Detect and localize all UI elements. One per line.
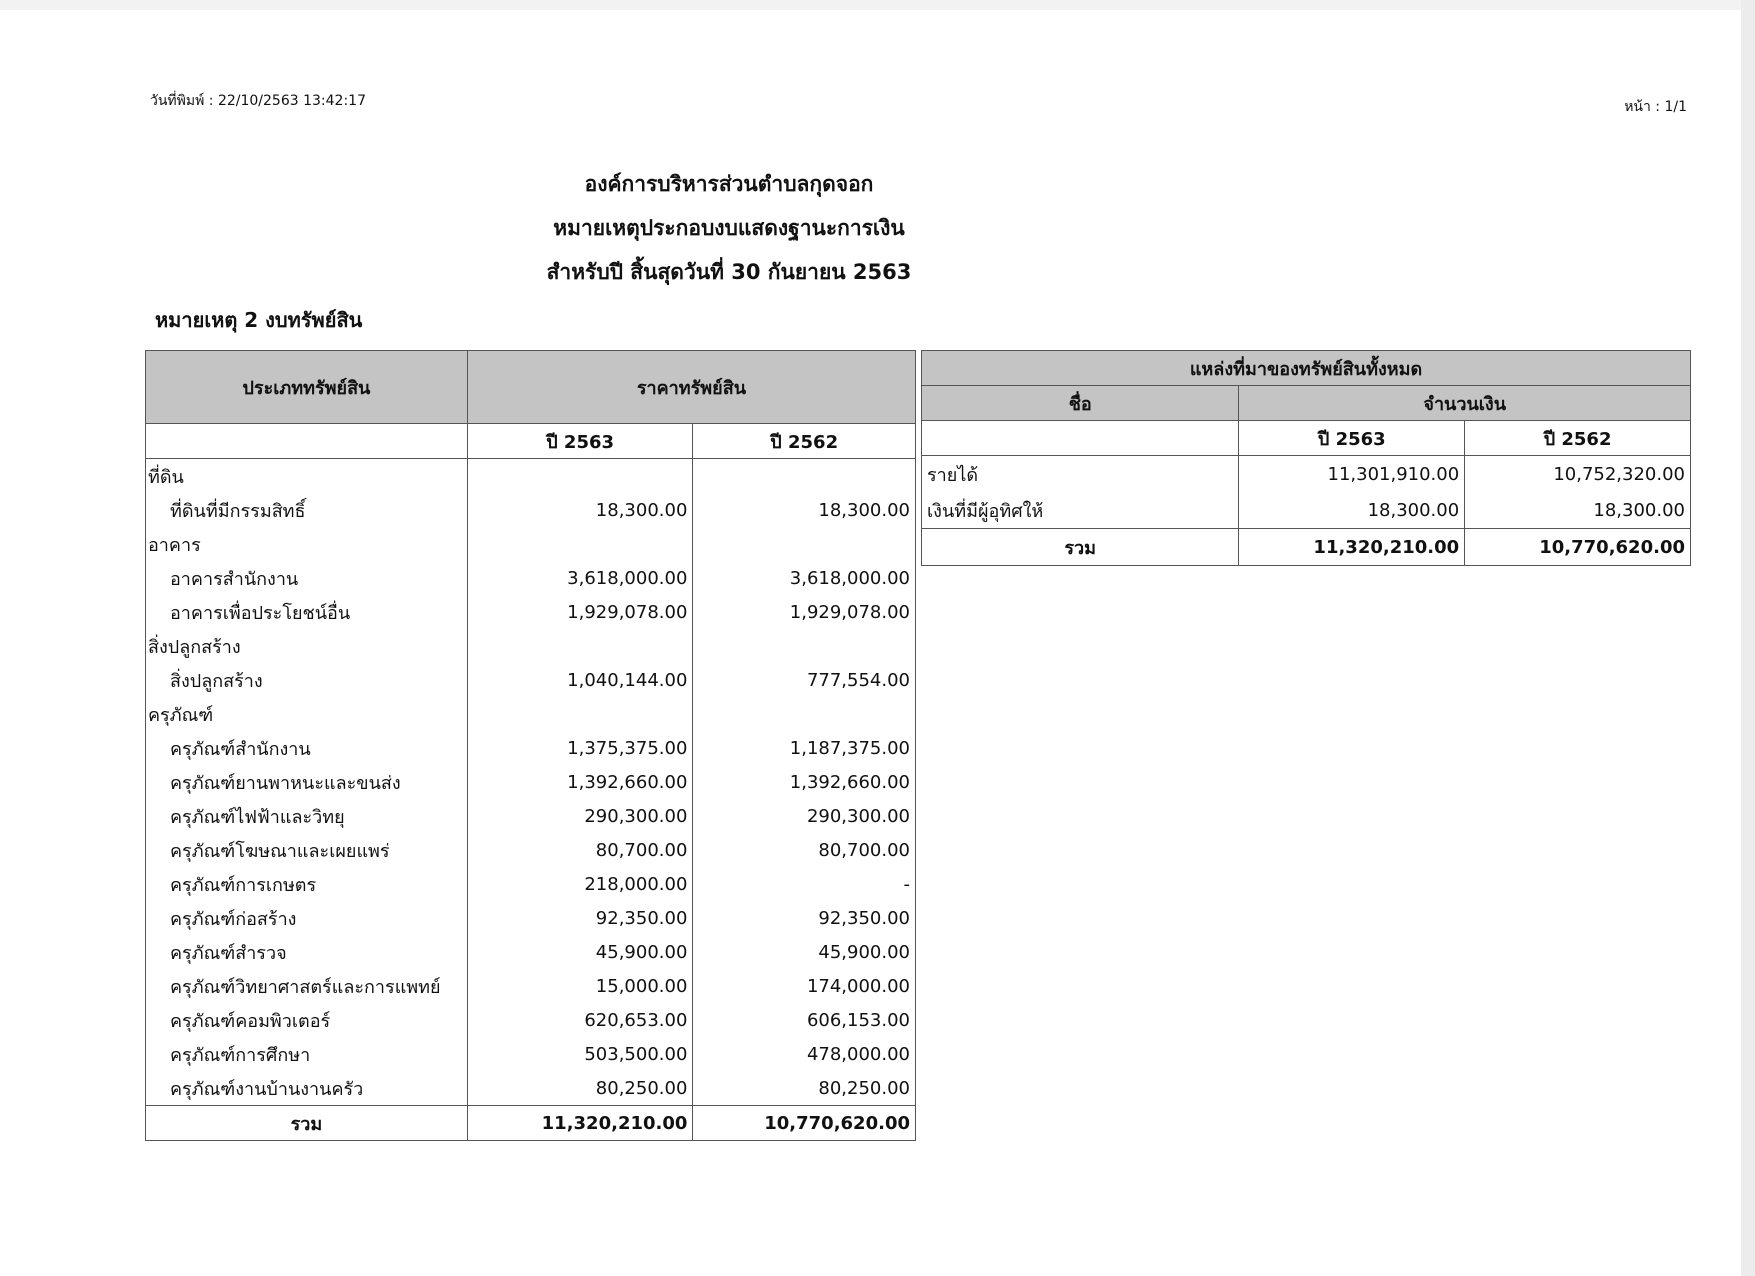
table-row	[922, 492, 1691, 529]
asset-value-2562: 1,187,375.00	[693, 731, 916, 765]
table-row	[146, 765, 916, 799]
assets-total-label: รวม	[146, 1106, 468, 1141]
source-label: เงินที่มีผู้อุทิศให้	[922, 492, 1239, 529]
asset-value-2563	[467, 459, 693, 494]
asset-value-2562	[693, 629, 916, 663]
asset-label: ครุภัณฑ์การศึกษา	[146, 1037, 468, 1071]
asset-value-2562: 3,618,000.00	[693, 561, 916, 595]
table-row	[146, 663, 916, 697]
asset-label: ครุภัณฑ์ก่อสร้าง	[146, 901, 468, 935]
sources-table	[921, 350, 1691, 566]
sources-year-blank	[922, 421, 1239, 456]
source-value-2563: 18,300.00	[1239, 492, 1465, 529]
asset-label: ครุภัณฑ์ยานพาหนะและขนส่ง	[146, 765, 468, 799]
asset-value-2563: 80,250.00	[467, 1071, 693, 1106]
year-header-2563: ปี 2563	[467, 424, 693, 459]
asset-value-2563: 45,900.00	[467, 935, 693, 969]
sources-table-body	[922, 456, 1691, 529]
asset-value-2563: 1,375,375.00	[467, 731, 693, 765]
col-header-asset-price: ราคาทรัพย์สิน	[467, 351, 915, 424]
table-row	[146, 493, 916, 527]
asset-value-2563: 92,350.00	[467, 901, 693, 935]
doc-title: หมายเหตุประกอบงบแสดงฐานะการเงิน	[553, 216, 905, 240]
table-row	[146, 697, 916, 731]
table-row	[146, 935, 916, 969]
asset-value-2562	[693, 459, 916, 494]
table-row	[146, 1037, 916, 1071]
year-header-blank	[146, 424, 468, 459]
asset-label: ครุภัณฑ์สำนักงาน	[146, 731, 468, 765]
asset-value-2563	[467, 629, 693, 663]
asset-label: ครุภัณฑ์งานบ้านงานครัว	[146, 1071, 468, 1106]
asset-label: ครุภัณฑ์การเกษตร	[146, 867, 468, 901]
col-header-asset-type: ประเภททรัพย์สิน	[146, 351, 468, 424]
source-value-2562: 10,752,320.00	[1465, 456, 1691, 493]
source-label: รายได้	[922, 456, 1239, 493]
asset-value-2563	[467, 527, 693, 561]
col-header-name: ชื่อ	[922, 386, 1239, 421]
asset-value-2563: 620,653.00	[467, 1003, 693, 1037]
asset-value-2562: 174,000.00	[693, 969, 916, 1003]
asset-value-2562: -	[693, 867, 916, 901]
asset-value-2563: 18,300.00	[467, 493, 693, 527]
asset-value-2563: 1,392,660.00	[467, 765, 693, 799]
sources-total-2563: 11,320,210.00	[1239, 529, 1465, 566]
asset-value-2563: 80,700.00	[467, 833, 693, 867]
asset-value-2562: 1,392,660.00	[693, 765, 916, 799]
table-row	[146, 527, 916, 561]
period-title: สำหรับปี สิ้นสุดวันที่ 30 กันยายน 2563	[546, 260, 912, 284]
note-title: หมายเหตุ 2 งบทรัพย์สิน	[155, 308, 363, 332]
asset-value-2562: 290,300.00	[693, 799, 916, 833]
table-row	[146, 799, 916, 833]
scan-edge-right	[1741, 0, 1755, 1276]
asset-value-2563: 15,000.00	[467, 969, 693, 1003]
table-row	[146, 561, 916, 595]
table-row	[146, 1003, 916, 1037]
asset-value-2562: 45,900.00	[693, 935, 916, 969]
asset-label: ครุภัณฑ์คอมพิวเตอร์	[146, 1003, 468, 1037]
asset-value-2562: 80,250.00	[693, 1071, 916, 1106]
source-value-2563: 11,301,910.00	[1239, 456, 1465, 493]
year-header-2562: ปี 2562	[693, 424, 916, 459]
assets-table	[145, 350, 916, 1141]
table-row	[146, 969, 916, 1003]
asset-label: ที่ดิน	[146, 459, 468, 494]
asset-value-2563: 503,500.00	[467, 1037, 693, 1071]
org-title: องค์การบริหารส่วนตำบลกุดจอก	[584, 172, 874, 196]
asset-label: ที่ดินที่มีกรรมสิทธิ์	[146, 493, 468, 527]
asset-label: ครุภัณฑ์ไฟฟ้าและวิทยุ	[146, 799, 468, 833]
asset-value-2563: 3,618,000.00	[467, 561, 693, 595]
table-row	[146, 1071, 916, 1106]
sources-total-2562: 10,770,620.00	[1465, 529, 1691, 566]
table-row	[146, 901, 916, 935]
scan-edge-top	[0, 0, 1755, 10]
source-value-2562: 18,300.00	[1465, 492, 1691, 529]
asset-label: ครุภัณฑ์โฆษณาและเผยแพร่	[146, 833, 468, 867]
document-titles	[0, 162, 1458, 294]
table-row	[146, 867, 916, 901]
assets-total-2563: 11,320,210.00	[467, 1106, 693, 1141]
table-row	[146, 595, 916, 629]
page-number: หน้า : 1/1	[1624, 99, 1687, 115]
asset-value-2563: 290,300.00	[467, 799, 693, 833]
asset-label: สิ่งปลูกสร้าง	[146, 629, 468, 663]
sources-year-2562: ปี 2562	[1465, 421, 1691, 456]
table-row	[922, 456, 1691, 493]
table-row	[146, 629, 916, 663]
asset-value-2562: 18,300.00	[693, 493, 916, 527]
asset-value-2563: 218,000.00	[467, 867, 693, 901]
asset-label: ครุภัณฑ์	[146, 697, 468, 731]
asset-value-2562: 92,350.00	[693, 901, 916, 935]
asset-label: สิ่งปลูกสร้าง	[146, 663, 468, 697]
assets-table-body	[146, 459, 916, 1106]
asset-value-2562	[693, 527, 916, 561]
sources-total-label: รวม	[922, 529, 1239, 566]
sources-title: แหล่งที่มาของทรัพย์สินทั้งหมด	[922, 351, 1691, 386]
asset-value-2563: 1,929,078.00	[467, 595, 693, 629]
asset-value-2562: 777,554.00	[693, 663, 916, 697]
asset-value-2562: 1,929,078.00	[693, 595, 916, 629]
asset-label: ครุภัณฑ์สำรวจ	[146, 935, 468, 969]
asset-label: อาคารเพื่อประโยชน์อื่น	[146, 595, 468, 629]
print-date: วันที่พิมพ์ : 22/10/2563 13:42:17	[150, 93, 366, 109]
assets-total-2562: 10,770,620.00	[693, 1106, 916, 1141]
asset-value-2563	[467, 697, 693, 731]
asset-label: อาคาร	[146, 527, 468, 561]
table-row	[146, 731, 916, 765]
asset-value-2562: 606,153.00	[693, 1003, 916, 1037]
sources-year-2563: ปี 2563	[1239, 421, 1465, 456]
asset-label: ครุภัณฑ์วิทยาศาสตร์และการแพทย์	[146, 969, 468, 1003]
asset-value-2562: 478,000.00	[693, 1037, 916, 1071]
asset-value-2562: 80,700.00	[693, 833, 916, 867]
asset-value-2562	[693, 697, 916, 731]
table-row	[146, 833, 916, 867]
table-row	[146, 459, 916, 494]
asset-label: อาคารสำนักงาน	[146, 561, 468, 595]
col-header-amount: จำนวนเงิน	[1239, 386, 1691, 421]
asset-value-2563: 1,040,144.00	[467, 663, 693, 697]
